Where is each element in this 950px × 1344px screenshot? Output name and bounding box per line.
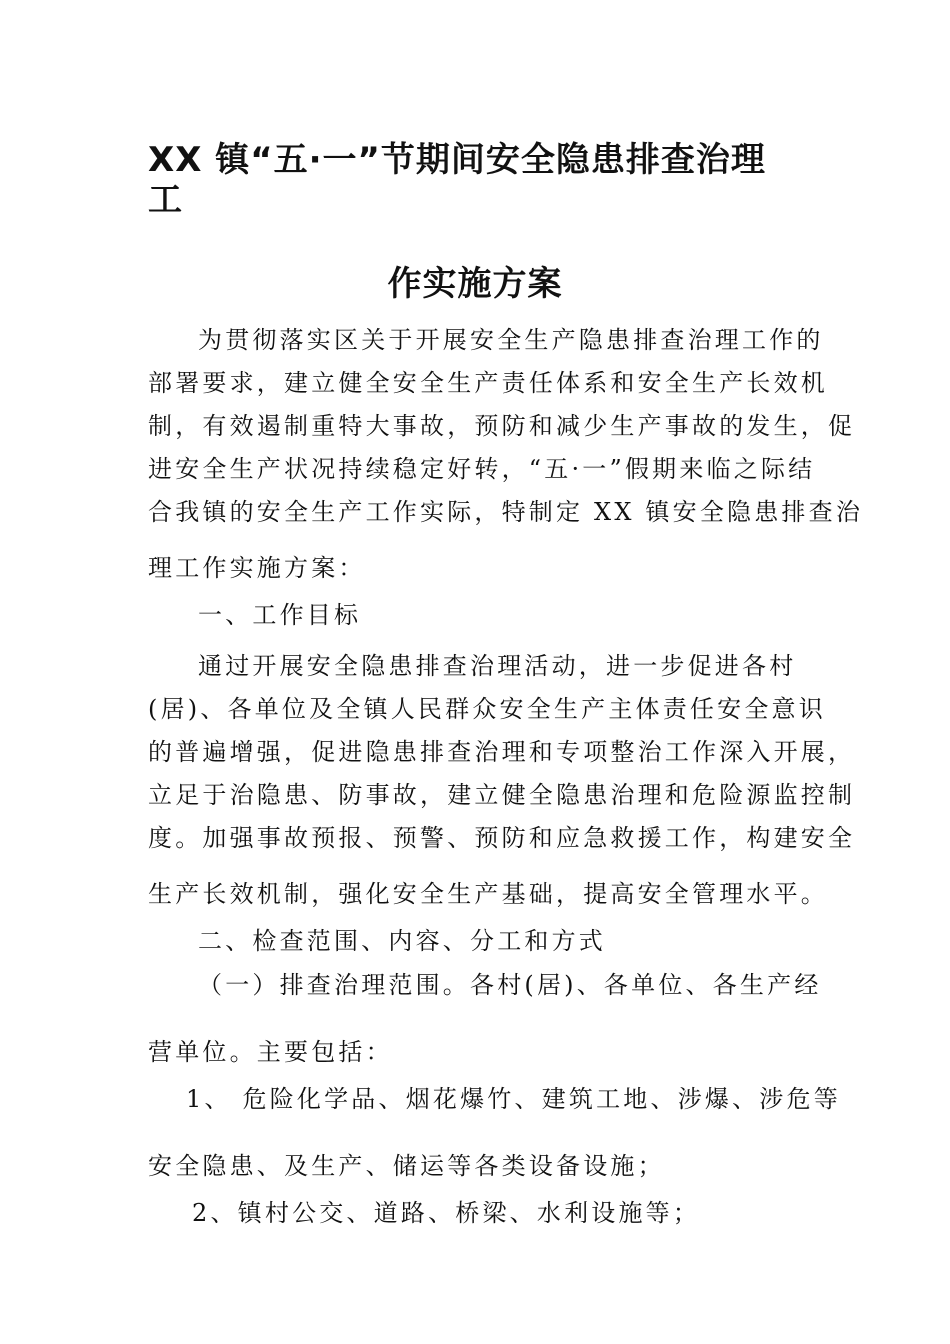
subsection-1-line-1: （一）排查治理范围。各村(居)、各单位、各生产经 — [198, 971, 822, 999]
section-1-line-3: 的普遍增强，促进隐患排查治理和专项整治工作深入开展， — [148, 738, 856, 766]
item-1-line-1: 1、 危险化学品、烟花爆竹、建筑工地、涉爆、涉危等 — [186, 1085, 841, 1113]
section-1-line-4: 立足于治隐患、防事故，建立健全隐患治理和危险源监控制 — [148, 781, 856, 809]
intro-line-6: 理工作实施方案： — [148, 554, 366, 582]
document-title-line-2: 工 — [148, 180, 183, 220]
intro-line-2: 部署要求，建立健全安全生产责任体系和安全生产长效机 — [148, 369, 828, 397]
intro-line-5: 合我镇的安全生产工作实际，特制定 XX 镇安全隐患排查治 — [148, 498, 864, 526]
section-1-line-6: 生产长效机制，强化安全生产基础，提高安全管理水平。 — [148, 880, 828, 908]
subsection-1-line-2: 营单位。主要包括： — [148, 1038, 393, 1066]
document-title-line-3: 作实施方案 — [387, 264, 563, 304]
section-2-heading: 二、检查范围、内容、分工和方式 — [198, 927, 606, 955]
section-1-line-5: 度。加强事故预报、预警、预防和应急救援工作，构建安全 — [148, 824, 856, 852]
intro-line-1: 为贯彻落实区关于开展安全生产隐患排查治理工作的 — [198, 326, 824, 354]
intro-line-3: 制，有效遏制重特大事故，预防和减少生产事故的发生，促 — [148, 412, 856, 440]
intro-line-4: 进安全生产状况持续稳定好转，“五·一”假期来临之际结 — [148, 455, 816, 483]
section-1-heading: 一、工作目标 — [198, 601, 362, 629]
item-1-line-2: 安全隐患、及生产、储运等各类设备设施； — [148, 1152, 665, 1180]
section-1-line-2: (居)、各单位及全镇人民群众安全生产主体责任安全意识 — [148, 695, 826, 723]
section-1-line-1: 通过开展安全隐患排查治理活动，进一步促进各村 — [198, 652, 797, 680]
document-title-line-1: XX 镇“五·一”节期间安全隐患排查治理 — [148, 140, 766, 180]
item-2: 2、镇村公交、道路、桥梁、水利设施等； — [192, 1199, 701, 1227]
